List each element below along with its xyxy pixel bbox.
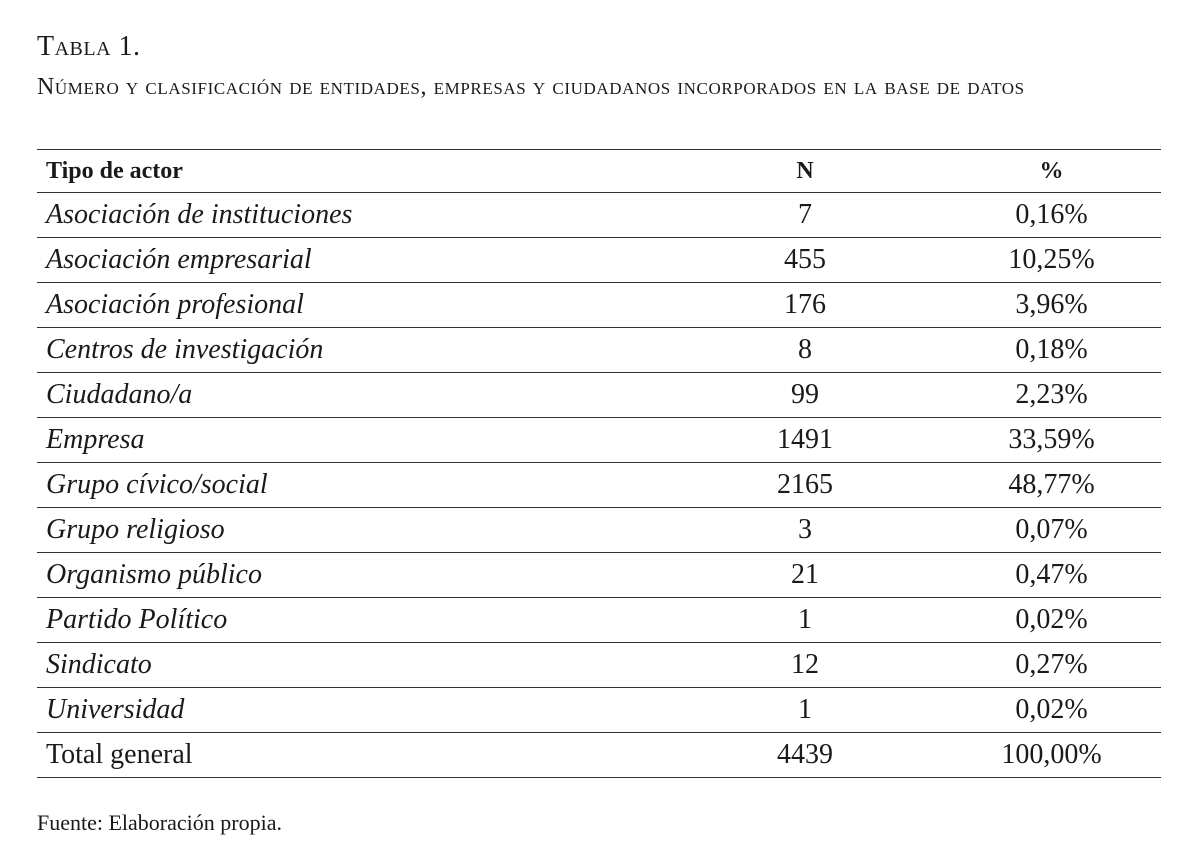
table-caption (37, 30, 1162, 106)
count-cell: 12 (582, 643, 942, 688)
percent-cell: 0,18% (942, 328, 1161, 373)
total-count-cell: 4439 (582, 733, 942, 778)
count-cell: 455 (582, 238, 942, 283)
table-row (37, 643, 1161, 688)
percent-cell: 2,23% (942, 373, 1161, 418)
table-title: Número y clasificación de entidades, empresas y ciudadanos incorporados en la base de datos (37, 74, 1025, 100)
count-cell: 21 (582, 553, 942, 598)
percent-cell: 33,59% (942, 418, 1161, 463)
total-label-cell: Total general (37, 733, 582, 778)
count-cell: 8 (582, 328, 942, 373)
table-row (37, 463, 1161, 508)
percent-cell: 0,02% (942, 598, 1161, 643)
total-percent-cell: 100,00% (942, 733, 1161, 778)
source-note: Fuente: Elaboración propia. (37, 810, 282, 835)
count-cell: 1491 (582, 418, 942, 463)
actor-type-cell: Universidad (37, 688, 582, 733)
actors-table (37, 149, 1161, 778)
percent-cell: 0,07% (942, 508, 1161, 553)
actor-type-cell: Organismo público (37, 553, 582, 598)
column-header-n: N (582, 150, 942, 193)
table-row (37, 553, 1161, 598)
actor-type-cell: Sindicato (37, 643, 582, 688)
actor-type-cell: Ciudadano/a (37, 373, 582, 418)
actor-type-cell: Grupo religioso (37, 508, 582, 553)
table-row (37, 688, 1161, 733)
percent-cell: 0,47% (942, 553, 1161, 598)
count-cell: 1 (582, 688, 942, 733)
table-header-row (37, 150, 1161, 193)
actor-type-cell: Asociación profesional (37, 283, 582, 328)
column-header-actor-type: Tipo de actor (37, 150, 582, 193)
column-header-percent: % (942, 150, 1161, 193)
percent-cell: 0,16% (942, 193, 1161, 238)
table-row (37, 328, 1161, 373)
table-row (37, 283, 1161, 328)
actor-type-cell: Empresa (37, 418, 582, 463)
percent-cell: 48,77% (942, 463, 1161, 508)
percent-cell: 0,27% (942, 643, 1161, 688)
table-row (37, 238, 1161, 283)
total-row (37, 733, 1161, 778)
actor-type-cell: Grupo cívico/social (37, 463, 582, 508)
table-row (37, 193, 1161, 238)
actor-type-cell: Partido Político (37, 598, 582, 643)
percent-cell: 10,25% (942, 238, 1161, 283)
table-row (37, 418, 1161, 463)
actor-type-cell: Centros de investigación (37, 328, 582, 373)
count-cell: 99 (582, 373, 942, 418)
table-row (37, 598, 1161, 643)
percent-cell: 3,96% (942, 283, 1161, 328)
table-row (37, 508, 1161, 553)
count-cell: 1 (582, 598, 942, 643)
actor-type-cell: Asociación empresarial (37, 238, 582, 283)
table-row (37, 373, 1161, 418)
count-cell: 176 (582, 283, 942, 328)
table-number: Tabla 1. (37, 31, 141, 62)
count-cell: 2165 (582, 463, 942, 508)
percent-cell: 0,02% (942, 688, 1161, 733)
count-cell: 7 (582, 193, 942, 238)
count-cell: 3 (582, 508, 942, 553)
actor-type-cell: Asociación de instituciones (37, 193, 582, 238)
